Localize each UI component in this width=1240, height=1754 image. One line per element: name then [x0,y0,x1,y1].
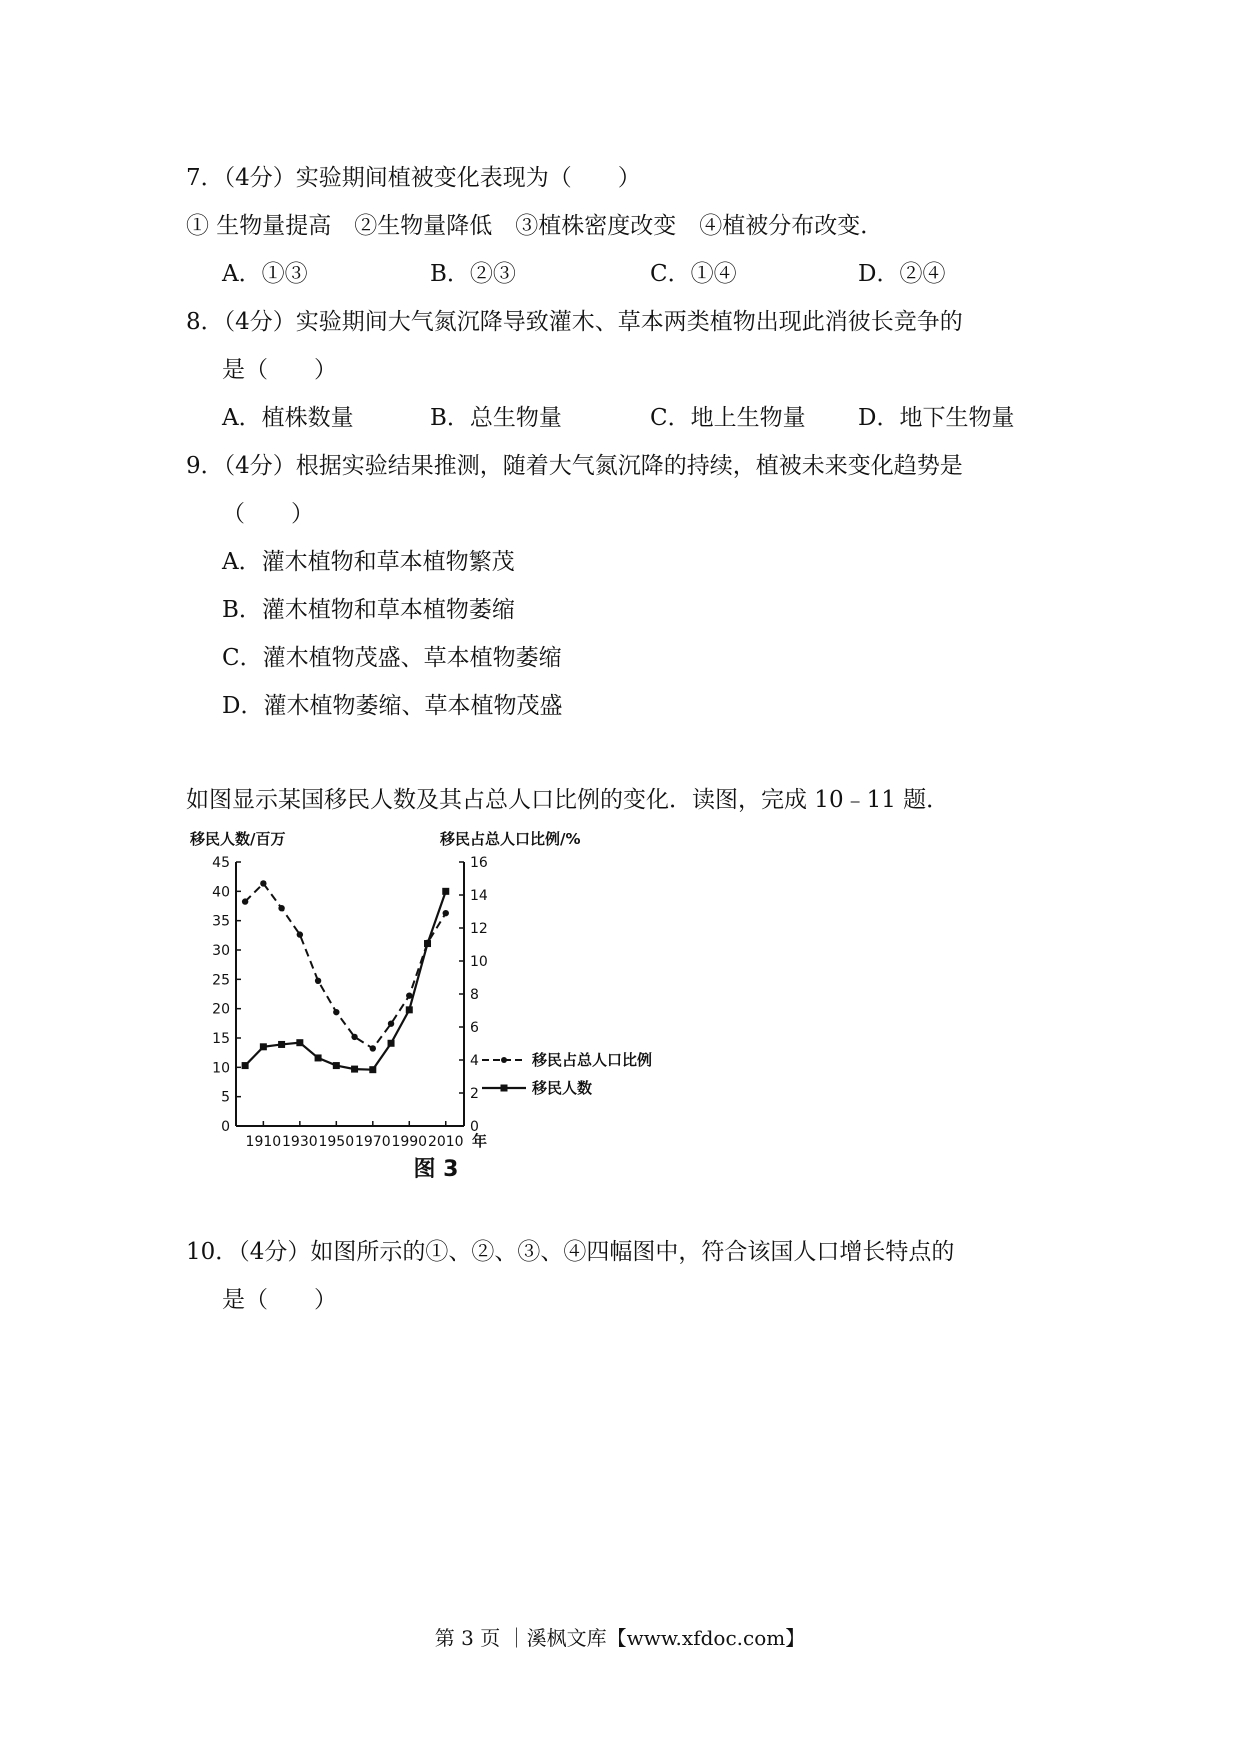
question-8-stem: 8．（4分）实验期间大气氮沉降导致灌木、草本两类植物出现此消彼长竞争的 [186,309,963,335]
immigrant-share-point [260,880,266,886]
immigrant-count-point [442,888,449,895]
question-8-option-d: D．地下生物量 [858,405,1015,431]
right-axis-title: 移民占总人口比例/% [440,830,581,848]
immigrant-share-line [245,883,446,1048]
right-tick-label: 10 [470,954,488,970]
left-tick-label: 45 [212,855,230,871]
right-tick-label: 6 [470,1020,479,1036]
question-8-option-b: B．总生物量 [430,405,562,431]
immigrant-share-point [297,931,303,937]
x-tick-label: 2010 [427,1134,464,1150]
question-7-stem: 7．（4分）实验期间植被变化表现为（ ） [186,165,641,191]
question-9-stem-continued: （ ） [222,501,314,527]
right-tick-label: 16 [470,855,488,871]
immigrant-count-point [351,1066,358,1073]
left-tick-label: 40 [212,884,230,901]
immigrant-share-point [424,940,430,946]
question-9-option-a: A．灌木植物和草本植物繁茂 [222,549,515,575]
x-tick-label: 1990 [391,1134,428,1150]
left-tick-label: 35 [212,913,230,930]
x-tick-label: 1910 [245,1134,282,1150]
chart-caption: 图 3 [413,1157,459,1182]
question-10-stem: 10．（4分）如图所示的①、②、③、④四幅图中，符合该国人口增长特点的 [186,1239,955,1265]
question-7-option-d: D．②④ [858,261,946,287]
immigrant-count-point [296,1039,303,1046]
left-tick-label: 0 [221,1119,230,1135]
immigrant-share-point [278,905,284,911]
question-9-stem: 9．（4分）根据实验结果推测，随着大气氮沉降的持续，植被未来变化趋势是 [186,453,963,479]
x-tick-label: 1950 [318,1134,355,1150]
left-tick-label: 30 [212,943,230,959]
immigrant-count-point [406,1006,413,1013]
immigration-chart [186,826,746,1186]
legend-count-marker [501,1085,508,1092]
legend-count-label: 移民人数 [532,1079,593,1097]
right-tick-label: 12 [470,921,488,937]
x-tick-label: 1930 [282,1134,318,1150]
immigrant-share-point [242,898,248,904]
question-7-option-a: A．①③ [222,261,308,287]
question-9-option-d: D．灌木植物萎缩、草本植物茂盛 [222,693,563,719]
question-8-option-c: C．地上生物量 [650,405,806,431]
right-tick-label: 14 [470,888,488,904]
left-axis-title: 移民人数/百万 [190,830,286,848]
left-tick-label: 15 [212,1031,230,1047]
question-8-stem-continued: 是（ ） [222,357,337,383]
right-tick-label: 8 [470,987,479,1003]
immigrant-share-point [388,1021,394,1027]
page-footer: 第 3 页 ｜溪枫文库【www.xfdoc.com】 [434,1626,806,1650]
immigrant-share-point [406,992,412,998]
question-10-stem-continued: 是（ ） [222,1287,337,1313]
immigrant-count-point [388,1040,395,1047]
left-tick-label: 5 [221,1089,230,1106]
right-tick-label: 4 [470,1053,479,1069]
question-7-statement: ① 生物量提高 ②生物量降低 ③植株密度改变 ④植被分布改变． [186,213,884,239]
immigrant-share-point [333,1009,339,1015]
immigrant-count-point [315,1054,322,1061]
immigrant-share-point [370,1045,376,1051]
question-7-option-c: C．①④ [650,261,737,287]
x-axis-unit: 年 [472,1132,488,1150]
right-tick-label: 0 [470,1119,479,1135]
left-tick-label: 20 [212,1001,230,1018]
x-tick-label: 1970 [354,1134,391,1150]
question-9-option-b: B．灌木植物和草本植物萎缩 [222,597,515,623]
question-7-option-b: B．②③ [430,261,516,287]
left-tick-label: 10 [212,1060,230,1077]
immigrant-share-point [351,1034,357,1040]
legend-share-label: 移民占总人口比例 [532,1051,653,1069]
question-8-option-a: A．植株数量 [222,405,354,431]
immigrant-count-point [260,1043,267,1050]
immigrant-count-point [333,1062,340,1069]
right-tick-label: 2 [470,1086,479,1102]
immigrant-count-point [278,1041,285,1048]
immigrant-count-line [245,891,446,1069]
chart-intro: 如图显示某国移民人数及其占总人口比例的变化．读图，完成 10﹣11 题． [186,787,950,813]
legend-share-marker [501,1057,507,1063]
question-9-option-c: C．灌木植物茂盛、草本植物萎缩 [222,645,562,671]
left-tick-label: 25 [212,972,230,989]
immigrant-count-point [242,1062,249,1069]
immigrant-share-point [443,910,449,916]
immigrant-share-point [315,978,321,984]
immigrant-count-point [369,1066,376,1073]
